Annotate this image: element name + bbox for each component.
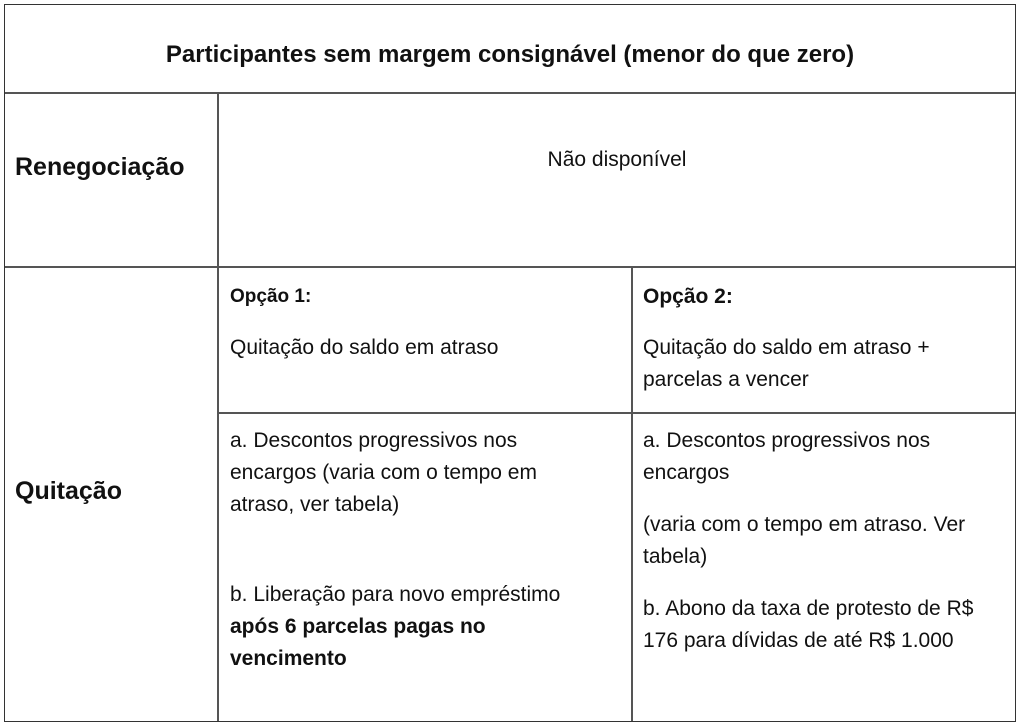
table [4,4,1016,722]
table-title: Participantes sem margem consignável (menor do que zero) [165,41,855,68]
renegociacao-label: Renegociação [15,153,185,181]
option2-item-a: a. Descontos progressivos nos encargos [643,429,931,484]
option1-item-b-emphasis: após 6 parcelas pagas no vencimento [230,615,486,670]
option1-heading: Opção 1: [230,286,312,307]
row-divider-renegociacao [5,266,1015,268]
quitacao-label: Quitação [15,477,122,505]
option1-item-a: a. Descontos progressivos nos encargos (varia com o tempo em atraso, ver tabela) [230,429,537,516]
option2-item-a-note: (varia com o tempo em atraso. Ver tabela) [643,513,966,568]
row-divider-options [217,412,1015,414]
column-divider-options [631,266,633,721]
option1-description: Quitação do saldo em atraso [230,336,499,359]
renegociacao-value: Não disponível [547,148,687,171]
option2-item-b: b. Abono da taxa de protesto de R$ 176 para dívidas de até R$ 1.000 [643,597,974,652]
option1-item-b [230,579,625,675]
option2-description: Quitação do saldo em atraso + parcelas a vencer [643,336,930,391]
option1-item-b-text: b. Liberação para novo empréstimo [230,583,561,606]
row-divider-title [5,92,1015,94]
option2-heading: Opção 2: [643,285,733,308]
column-divider-label [217,92,219,721]
